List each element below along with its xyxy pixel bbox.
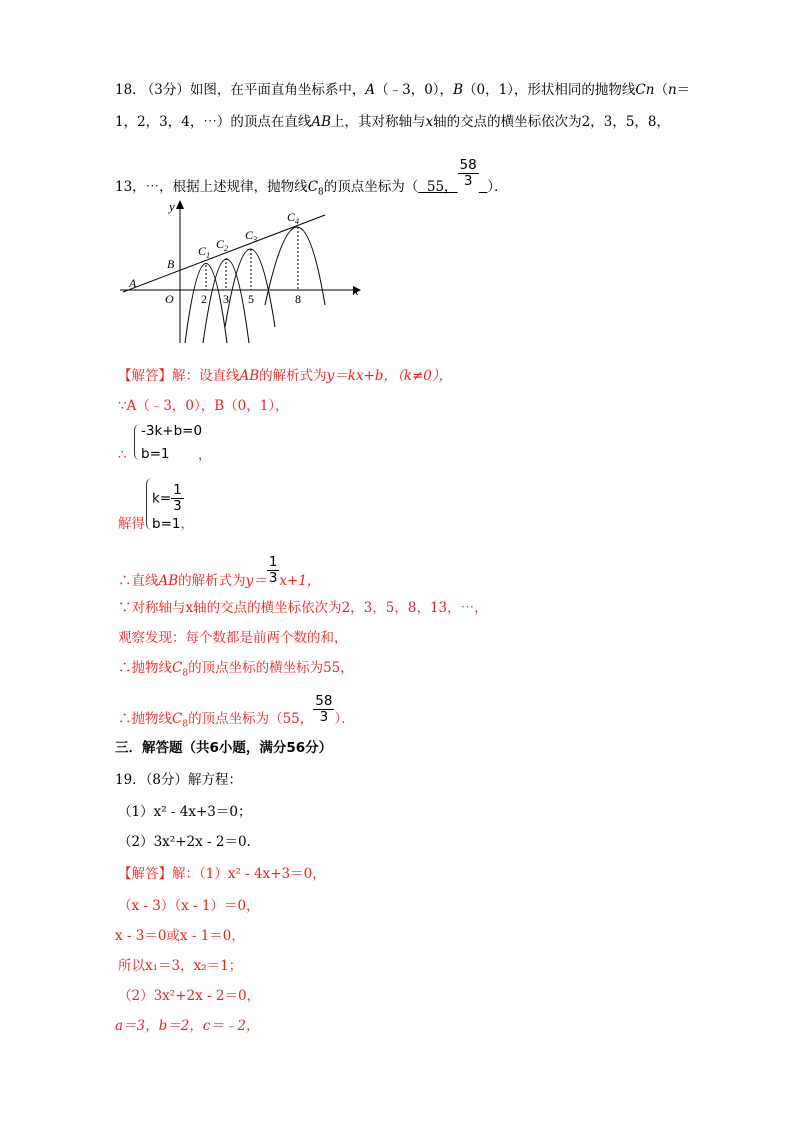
sol18-line2 bbox=[118, 396, 289, 416]
sol-text: x - 3＝0或x - 1＝0， bbox=[115, 928, 245, 944]
q18-text: ）． bbox=[487, 179, 508, 195]
q18-line1 bbox=[115, 80, 690, 100]
q18-text: 如图，在平面直角坐标系中， bbox=[189, 82, 366, 98]
q19-equation: （1）x² - 4x+3＝0； bbox=[118, 804, 252, 820]
point-a-label: A bbox=[365, 82, 376, 98]
sol-text: 所以x₁＝3，x₂＝1； bbox=[118, 958, 243, 974]
equation-text: -3k+b=0 bbox=[141, 423, 203, 439]
vertex-y-fraction bbox=[313, 694, 334, 725]
y-axis-arrow bbox=[176, 200, 184, 209]
q18-number: 18. bbox=[115, 82, 137, 98]
c8-subscript: 8 bbox=[182, 668, 189, 679]
fraction-denominator: 3 bbox=[268, 570, 278, 586]
fraction-numerator: 58 bbox=[459, 157, 477, 173]
c1-label: $C_1$ bbox=[198, 244, 211, 260]
q18-text: 上，其对称轴与 bbox=[331, 114, 426, 130]
equation-text: b=1 bbox=[152, 516, 181, 532]
tick-2: 2 bbox=[201, 292, 207, 306]
fraction-numerator: 1 bbox=[268, 554, 278, 570]
q18-text: 轴的交点的横坐标依次为2，3，5，8， bbox=[433, 114, 671, 130]
q18-text: 1，2，3，4，⋯）的顶点在直线 bbox=[115, 114, 312, 130]
y-axis-label: y bbox=[169, 199, 175, 214]
k-equals: k= bbox=[152, 490, 172, 507]
sol-equation: y＝kx+b，（k≠0）， bbox=[326, 368, 453, 384]
sol-text: ∵A（﹣3，0），B（0，1）， bbox=[118, 398, 289, 414]
sol19-line1 bbox=[118, 864, 326, 884]
line-ab: AB bbox=[311, 114, 332, 130]
q18-text: 的顶点坐标为（ bbox=[323, 179, 419, 195]
line-ab: AB bbox=[158, 573, 179, 589]
therefore-symbol: ∴ bbox=[118, 447, 127, 463]
system-b bbox=[152, 514, 194, 534]
sol18-line8 bbox=[118, 658, 354, 678]
fraction-denominator: 3 bbox=[173, 498, 182, 514]
tick-3: 3 bbox=[223, 292, 229, 306]
equation-text: b=1 bbox=[141, 446, 170, 462]
k-fraction bbox=[171, 483, 184, 514]
q19-head bbox=[115, 770, 242, 790]
therefore-1 bbox=[118, 445, 127, 465]
fraction-denominator: 3 bbox=[319, 709, 329, 725]
answer-tag: 【解答】 bbox=[118, 866, 172, 882]
sol-text: （x - 3）（x - 1）＝0， bbox=[118, 898, 260, 914]
c8-label: C bbox=[172, 711, 183, 727]
q18-line2 bbox=[115, 112, 670, 132]
sol-text: ∵对称轴与x轴的交点的横坐标依次为2，3，5，8，13，⋯， bbox=[118, 600, 488, 616]
tick-5: 5 bbox=[248, 292, 254, 306]
parabola-c3 bbox=[225, 249, 275, 327]
coord-a: （﹣3，0）， bbox=[375, 82, 454, 98]
fraction-numerator: 58 bbox=[315, 693, 333, 709]
origin-label: O bbox=[165, 292, 174, 306]
system-brace-1 bbox=[134, 424, 140, 460]
answer-tag: 【解答】 bbox=[118, 368, 172, 384]
sol19-line5 bbox=[118, 986, 260, 1006]
sol19-line3 bbox=[115, 926, 245, 946]
sol-text: 观察发现：每个数都是前两个数的和， bbox=[118, 630, 348, 646]
q19-part2 bbox=[118, 832, 251, 852]
sol-text: 的解析式为 bbox=[259, 368, 327, 384]
q18-score: （3分） bbox=[140, 82, 190, 98]
sol-text: 解：（1）x² - 4x+3＝0， bbox=[172, 866, 326, 882]
q18-text: 13，⋯，根据上述规律，抛物线 bbox=[115, 179, 308, 195]
x-axis-label: x bbox=[353, 283, 359, 298]
paren: （ bbox=[654, 82, 668, 98]
c4-label: $C_4$ bbox=[287, 210, 300, 226]
system-eq-2 bbox=[141, 444, 169, 464]
comma-1 bbox=[198, 445, 212, 465]
fraction-denominator: 3 bbox=[463, 173, 473, 189]
sol18-line1 bbox=[118, 366, 452, 386]
y-eq: y＝ bbox=[245, 573, 267, 589]
sol-text: 的顶点坐标的横坐标为55， bbox=[188, 660, 354, 676]
sol18-line7 bbox=[118, 628, 348, 648]
coord-b: （0，1），形状相同的抛物线 bbox=[462, 82, 636, 98]
c8-subscript: 8 bbox=[318, 187, 324, 198]
q19-text: 19．（8分）解方程： bbox=[115, 772, 243, 788]
x-var: x bbox=[425, 114, 434, 130]
system-eq-1 bbox=[141, 421, 202, 441]
section-title: 三．解答题（共6小题，满分56分） bbox=[115, 740, 333, 756]
fraction-numerator: 1 bbox=[173, 482, 182, 498]
c8-label: C bbox=[172, 660, 183, 676]
n-var: n bbox=[667, 82, 677, 98]
sol18-line5 bbox=[118, 554, 321, 597]
system-k bbox=[152, 483, 184, 514]
sol-text: ∴直线 bbox=[118, 573, 159, 589]
sol-text: ∴抛物线 bbox=[118, 660, 172, 676]
sol-text: ∴抛物线 bbox=[118, 711, 172, 727]
sol19-line2 bbox=[118, 896, 260, 916]
point-a-label: A bbox=[129, 276, 137, 290]
sol-equation: x+1， bbox=[279, 573, 321, 589]
sol-text: 解得 bbox=[118, 516, 145, 532]
sol-text: a＝3，b＝2，c＝﹣2， bbox=[115, 1018, 260, 1034]
answer-fraction bbox=[458, 158, 479, 189]
sol-text: （2）3x²+2x - 2＝0， bbox=[118, 988, 261, 1004]
sol19-line6 bbox=[115, 1016, 260, 1036]
sol-text: 的顶点坐标为（55， bbox=[188, 711, 314, 727]
tick-8: 8 bbox=[295, 292, 301, 306]
answer-x: 55， bbox=[426, 179, 458, 195]
cn-label: Cn bbox=[635, 82, 655, 98]
line-ab bbox=[123, 215, 325, 292]
c3-label: $C_3$ bbox=[245, 228, 258, 244]
sol18-line9 bbox=[118, 693, 355, 735]
c8-subscript: 8 bbox=[182, 719, 189, 730]
sol-text: 的解析式为 bbox=[178, 573, 246, 589]
point-b-label: B bbox=[167, 257, 175, 271]
sol-text: ）． bbox=[334, 711, 355, 727]
sol19-line4 bbox=[118, 956, 242, 976]
point-b-label: B bbox=[453, 82, 463, 98]
jiede bbox=[118, 514, 145, 534]
line-ab: AB bbox=[239, 368, 260, 384]
sol18-line6 bbox=[118, 598, 488, 618]
comma: ， bbox=[198, 447, 212, 463]
slope-fraction bbox=[267, 555, 280, 586]
sol-text: 解：设直线 bbox=[172, 368, 240, 384]
c2-label: $C_2$ bbox=[216, 237, 229, 253]
equals: ＝ bbox=[676, 82, 691, 98]
c8-label: C bbox=[307, 179, 319, 195]
section-heading bbox=[115, 738, 332, 758]
answer-blank bbox=[418, 157, 487, 195]
parabola-figure bbox=[115, 195, 365, 345]
q19-equation: （2）3x²+2x - 2＝0. bbox=[118, 834, 251, 850]
q19-part1 bbox=[118, 802, 251, 822]
comma: ， bbox=[180, 516, 194, 532]
